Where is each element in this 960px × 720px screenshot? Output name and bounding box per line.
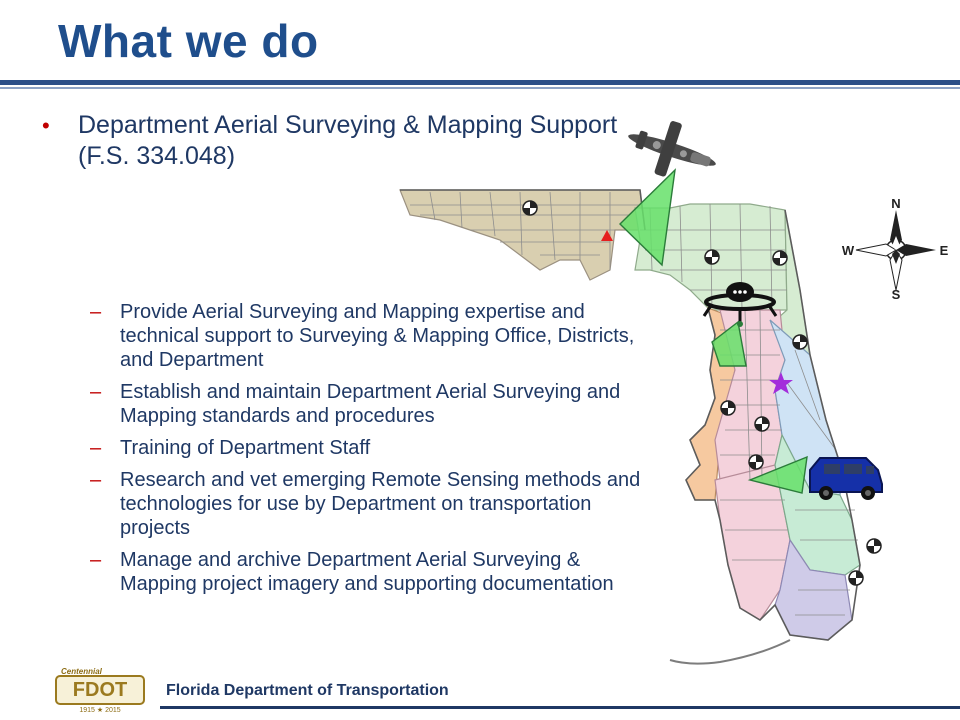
- compass-rose-icon: [856, 210, 936, 290]
- slide-title: What we do: [58, 15, 319, 67]
- footer-rule: [160, 706, 960, 709]
- fdot-logo: [50, 664, 150, 716]
- logo-centennial-text: Centennial: [61, 667, 102, 676]
- footer: [0, 664, 960, 720]
- sub-bullet-text: Research and vet emerging Remote Sensing methods and technologies for use by Department on transportation projects: [120, 469, 641, 539]
- dash-icon: –: [90, 469, 102, 491]
- main-bullet-text: Department Aerial Surveying & Mapping Support (F.S. 334.048): [78, 111, 618, 170]
- florida-map: [390, 120, 950, 680]
- logo-fdot-text: FDOT: [72, 679, 128, 701]
- sub-bullet-text: Provide Aerial Surveying and Mapping expertise and technical support to Surveying & Mapping Office, Districts, and Department: [120, 301, 635, 371]
- dash-icon: –: [90, 437, 102, 459]
- compass-e-label: E: [939, 243, 949, 258]
- compass-n-label: N: [891, 196, 901, 211]
- sub-bullet-text: Manage and archive Department Aerial Surveying & Mapping project imagery and supporting documentation: [120, 549, 614, 595]
- dash-icon: –: [90, 301, 102, 323]
- title-underline-thin: [0, 87, 960, 89]
- dash-icon: –: [90, 381, 102, 403]
- footer-text: Florida Department of Transportation: [166, 682, 449, 699]
- footer-rule-highlight: [160, 710, 960, 711]
- compass-w-label: W: [841, 243, 855, 258]
- sub-bullet-text: Establish and maintain Department Aerial Surveying and Mapping standards and procedures: [120, 381, 621, 427]
- compass-s-label: S: [891, 287, 901, 302]
- logo-years-text: 1915 ★ 2015: [79, 707, 121, 714]
- title-underline: [0, 80, 960, 85]
- dash-icon: –: [90, 549, 102, 571]
- sub-bullet-text: Training of Department Staff: [120, 437, 371, 459]
- bullet-dot-icon: •: [42, 113, 50, 138]
- florida-keys: [670, 640, 790, 664]
